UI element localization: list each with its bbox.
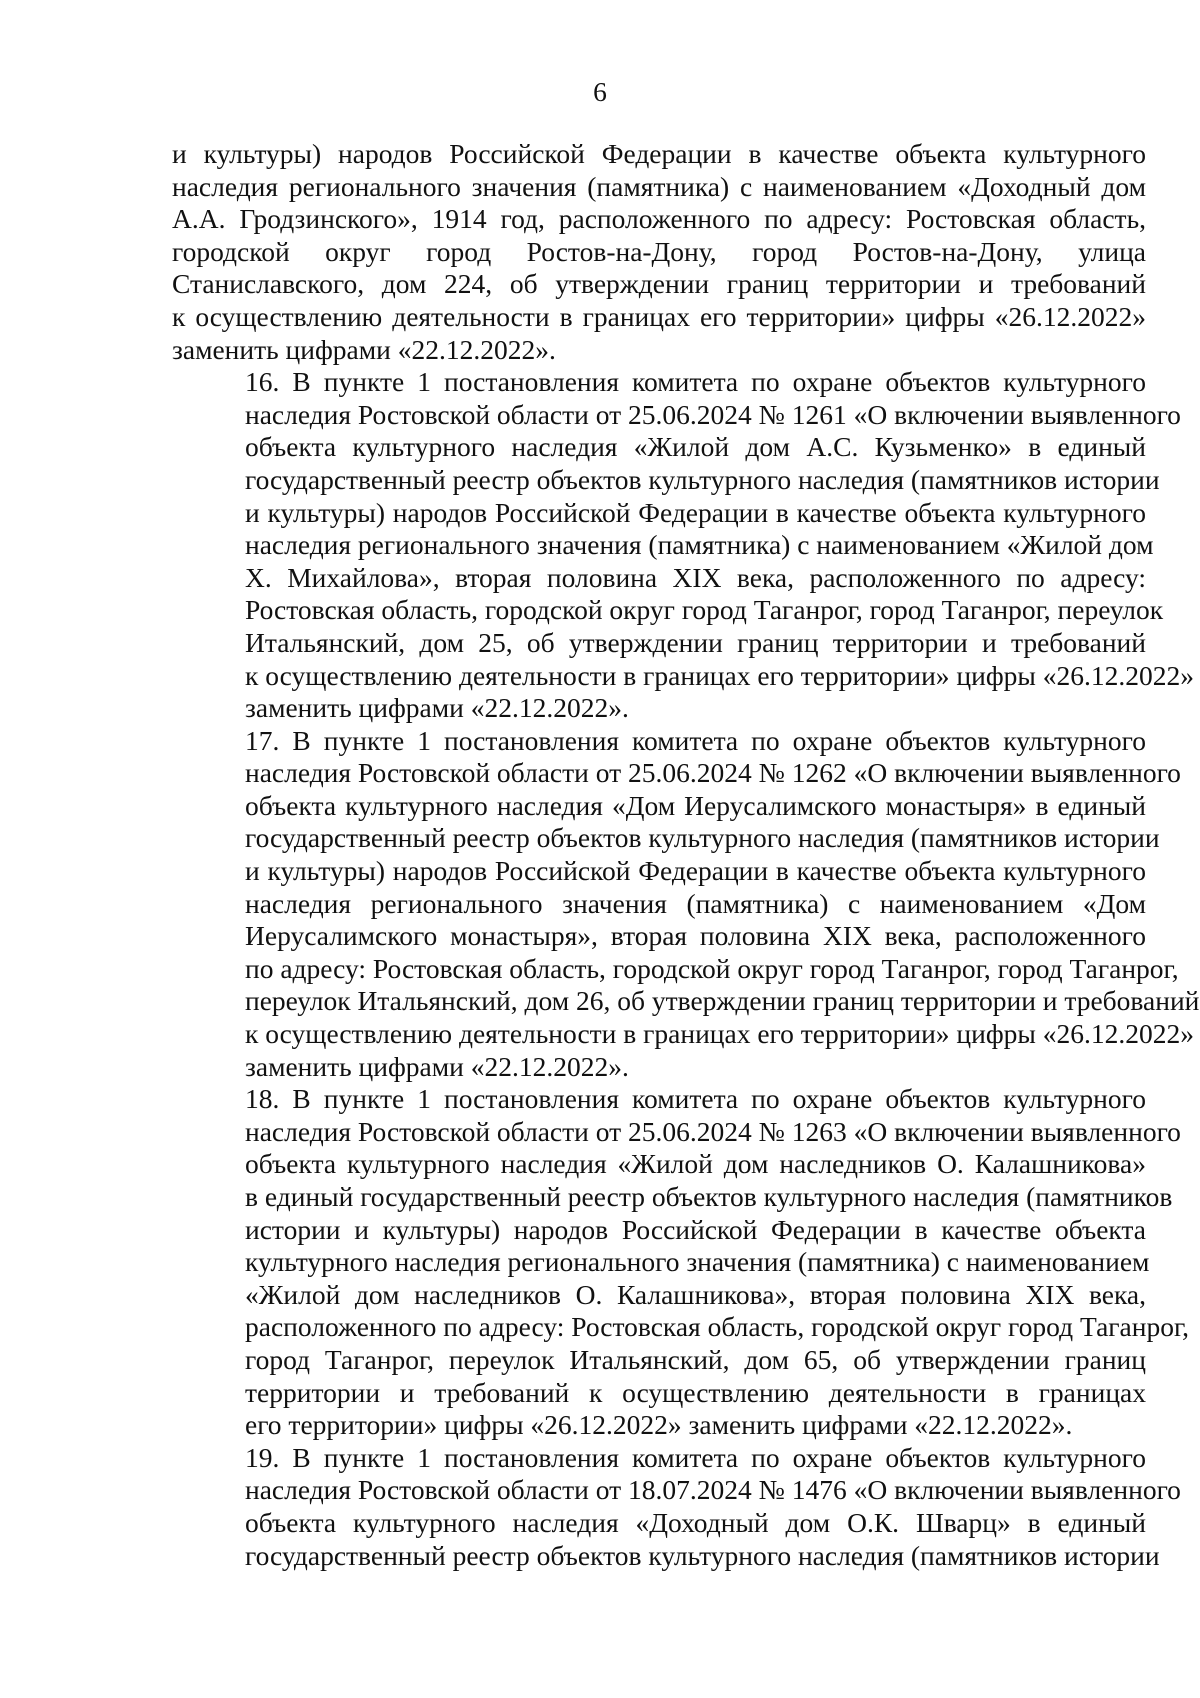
text-line: Итальянский, дом 25, об утверждении границ территории и требований xyxy=(245,626,1146,658)
text-line: объекта культурного наследия «Жилой дом А.С. Кузьменко» в единый xyxy=(245,431,1146,463)
text-line: государственный реестр объектов культурного наследия (памятников истории xyxy=(245,1539,1160,1571)
text-line: и культуры) народов Российской Федерации в качестве объекта культурного xyxy=(172,138,1146,169)
text-line: по адресу: Ростовская область, городской округ город Таганрог, город Таганрог, xyxy=(245,952,1179,984)
text-line: заменить цифрами «22.12.2022». xyxy=(245,692,629,724)
text-line: Х. Михайлова», вторая половина XIX века, расположенного по адресу: xyxy=(245,561,1146,593)
text-line: к осуществлению деятельности в границах его территории» цифры «26.12.2022» xyxy=(172,300,1146,332)
text-line: наследия Ростовской области от 25.06.2024 № 1261 «О включении выявленного xyxy=(245,398,1181,430)
text-line: наследия регионального значения (памятника) с наименованием «Дом xyxy=(245,887,1146,919)
text-line: к осуществлению деятельности в границах его территории» цифры «26.12.2022» xyxy=(245,1018,1195,1050)
text-line: Станиславского, дом 224, об утверждении границ территории и требований xyxy=(172,268,1146,300)
text-line: 16. В пункте 1 постановления комитета по охране объектов культурного xyxy=(245,366,1146,398)
text-line: территории и требований к осуществлению деятельности в границах xyxy=(245,1376,1146,1408)
text-line: наследия Ростовской области от 25.06.2024 № 1262 «О включении выявленного xyxy=(245,757,1181,789)
text-line: город Таганрог, переулок Итальянский, дом 65, об утверждении границ xyxy=(245,1343,1146,1375)
page-number: 6 xyxy=(593,76,607,107)
text-line: расположенного по адресу: Ростовская область, городской округ город Таганрог, xyxy=(245,1311,1190,1343)
text-line: его территории» цифры «26.12.2022» заменить цифрами «22.12.2022». xyxy=(245,1409,1073,1441)
text-line: «Жилой дом наследников О. Калашникова», вторая половина XIX века, xyxy=(245,1278,1146,1310)
text-line: Иерусалимского монастыря», вторая половина XIX века, расположенного xyxy=(245,920,1146,952)
text-line: наследия регионального значения (памятника) с наименованием «Жилой дом xyxy=(245,529,1154,561)
text-line: Ростовская область, городской округ город Таганрог, город Таганрог, переулок xyxy=(245,594,1164,626)
text-line: к осуществлению деятельности в границах его территории» цифры «26.12.2022» xyxy=(245,659,1195,691)
text-line: объекта культурного наследия «Жилой дом наследников О. Калашникова» xyxy=(245,1148,1146,1180)
text-line: культурного наследия регионального значения (памятника) с наименованием xyxy=(245,1246,1150,1278)
document-body xyxy=(172,138,1200,1572)
paragraph xyxy=(172,366,1195,725)
text-line: заменить цифрами «22.12.2022». xyxy=(172,333,556,365)
text-line: истории и культуры) народов Российской Федерации в качестве объекта xyxy=(245,1213,1146,1245)
text-line: государственный реестр объектов культурного наследия (памятников истории xyxy=(245,822,1160,854)
text-line: 19. В пункте 1 постановления комитета по охране объектов культурного xyxy=(245,1441,1146,1473)
paragraph xyxy=(172,1441,1181,1572)
text-line: переулок Итальянский, дом 26, об утверждении границ территории и требований xyxy=(245,985,1200,1017)
text-line: объекта культурного наследия «Дом Иерусалимского монастыря» в единый xyxy=(245,789,1146,821)
text-line: городской округ город Ростов-на-Дону, город Ростов-на-Дону, улица xyxy=(172,235,1146,267)
text-line: наследия регионального значения (памятника) с наименованием «Доходный дом xyxy=(172,170,1146,202)
text-line: объекта культурного наследия «Доходный дом О.К. Шварц» в единый xyxy=(245,1506,1146,1538)
text-line: А.А. Гродзинского», 1914 год, расположенного по адресу: Ростовская область, xyxy=(172,203,1146,235)
text-line: 18. В пункте 1 постановления комитета по охране объектов культурного xyxy=(245,1083,1146,1115)
text-line: наследия Ростовской области от 18.07.2024 № 1476 «О включении выявленного xyxy=(245,1474,1181,1506)
paragraph xyxy=(172,1083,1190,1442)
text-line: и культуры) народов Российской Федерации в качестве объекта культурного xyxy=(245,496,1146,528)
text-line: наследия Ростовской области от 25.06.2024 № 1263 «О включении выявленного xyxy=(245,1115,1181,1147)
text-line: и культуры) народов Российской Федерации в качестве объекта культурного xyxy=(245,855,1146,887)
paragraph xyxy=(172,138,1146,366)
text-line: государственный реестр объектов культурного наследия (памятников истории xyxy=(245,463,1160,495)
text-line: заменить цифрами «22.12.2022». xyxy=(245,1050,629,1082)
text-line: 17. В пункте 1 постановления комитета по охране объектов культурного xyxy=(245,724,1146,756)
paragraph xyxy=(172,724,1200,1084)
text-line: в единый государственный реестр объектов культурного наследия (памятников xyxy=(245,1181,1173,1212)
